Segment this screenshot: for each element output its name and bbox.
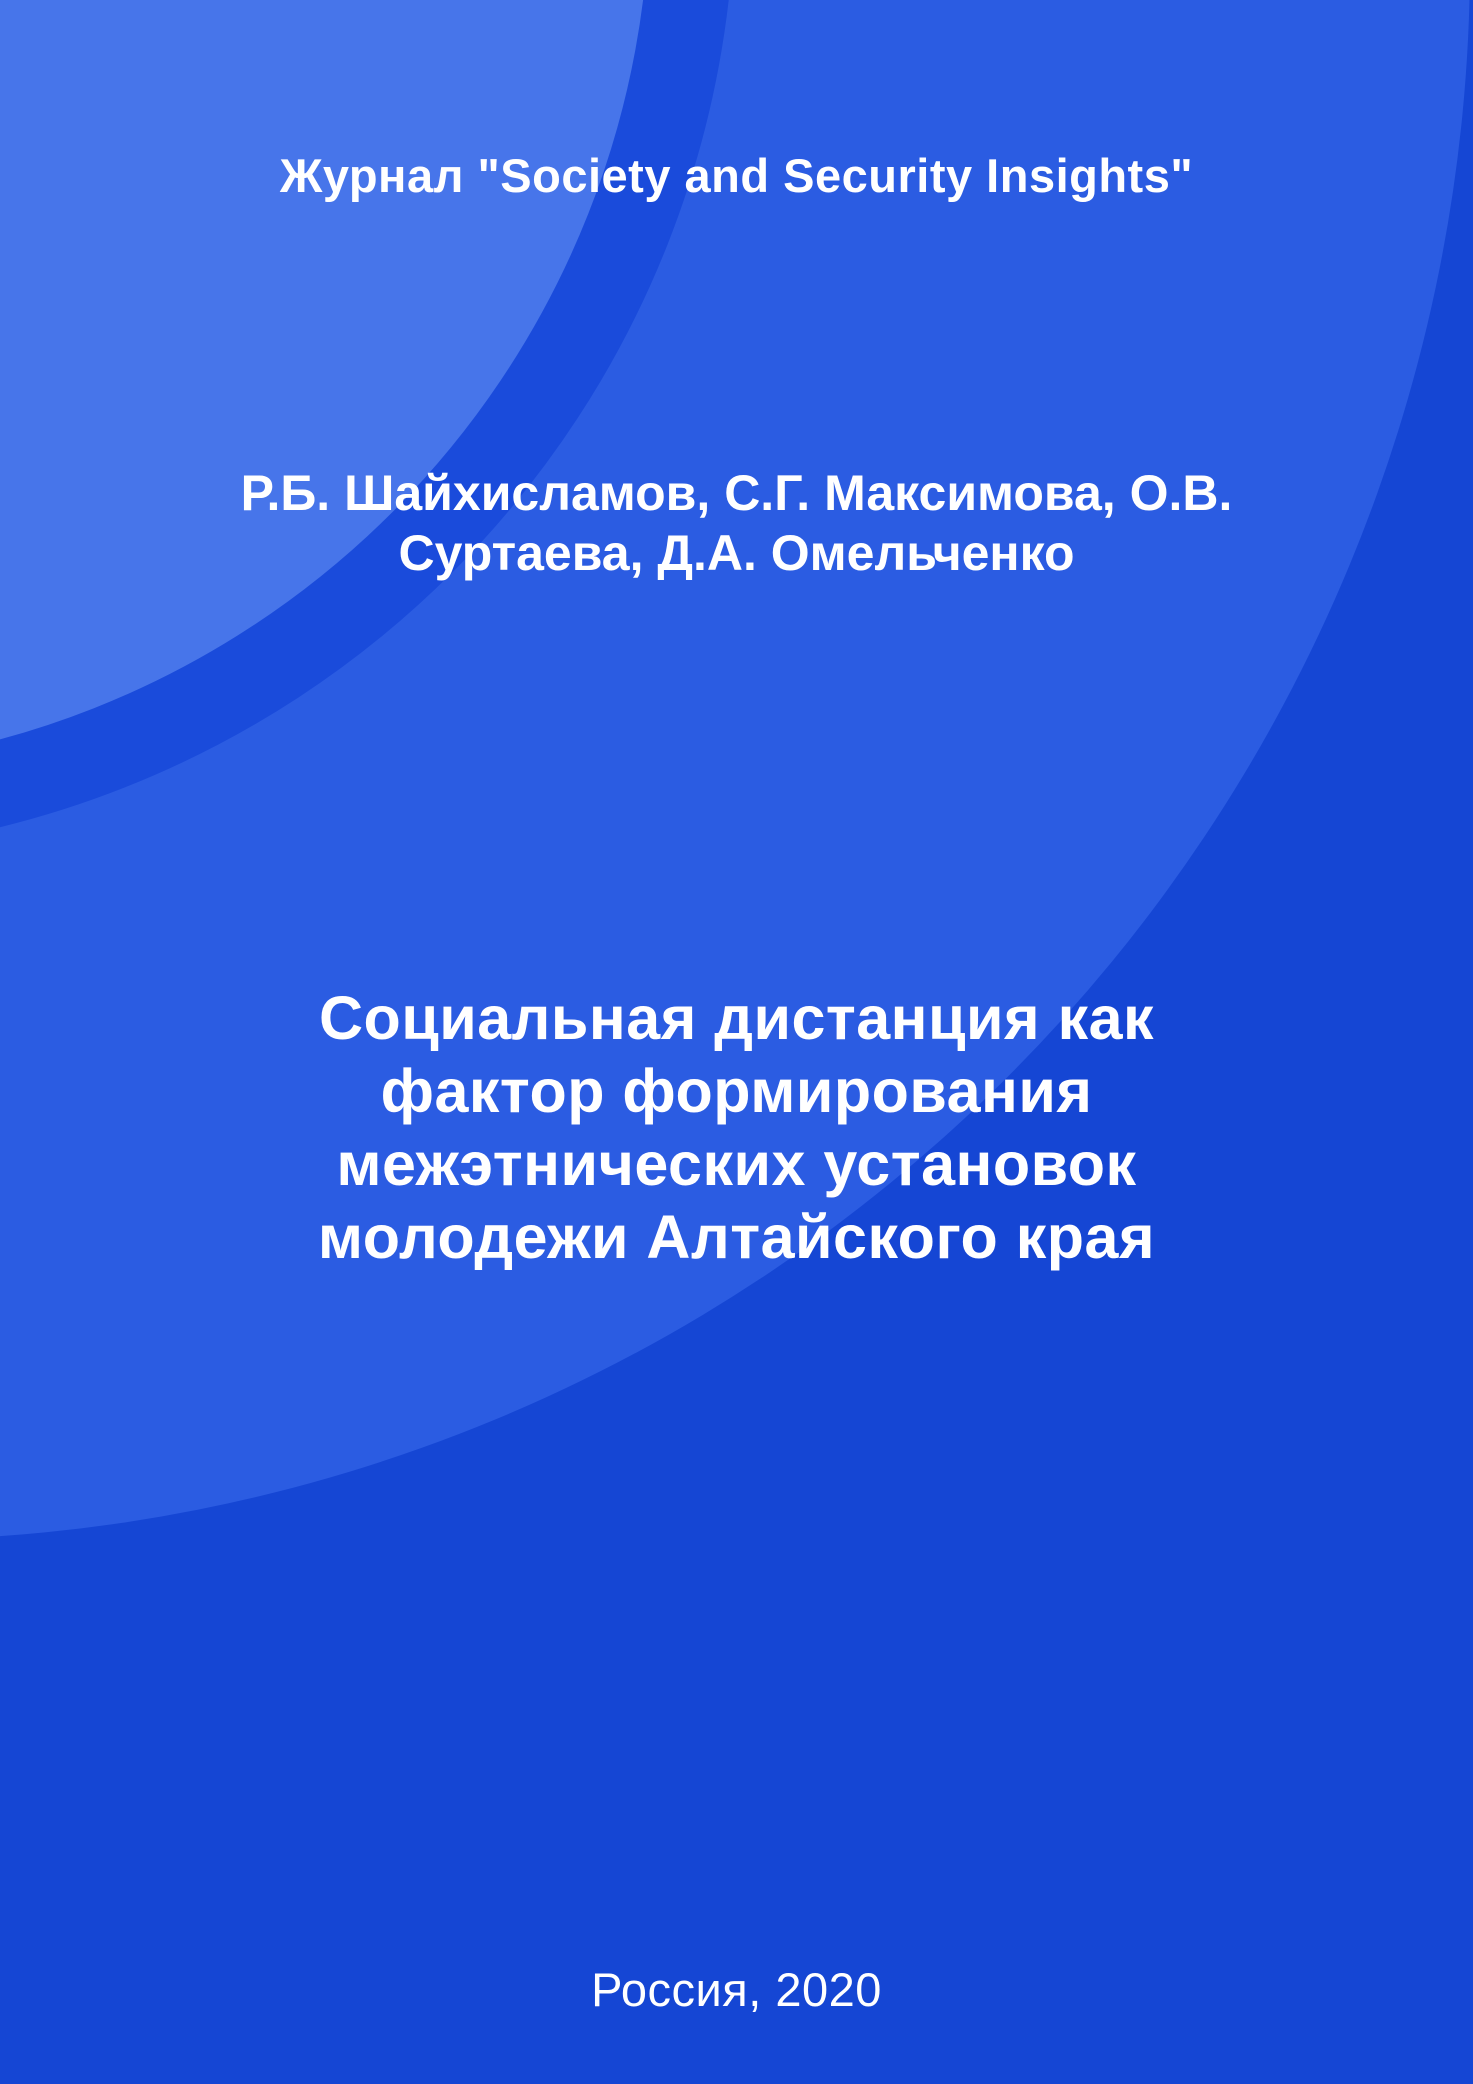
authors-line-1: Р.Б. Шайхисламов, С.Г. Максимова, О.В. xyxy=(240,465,1233,521)
journal-name: Журнал "Society and Security Insights" xyxy=(279,149,1194,202)
authors-block xyxy=(187,463,1287,583)
title-line-3: межэтнических установок xyxy=(336,1130,1137,1198)
title-line-2: фактор формирования xyxy=(380,1057,1093,1125)
title-line-1: Социальная дистанция как xyxy=(318,984,1155,1052)
country-year: Россия, 2020 xyxy=(591,1963,882,2016)
publication-title xyxy=(157,982,1317,1274)
title-line-4: молодежи Алтайского края xyxy=(317,1203,1156,1271)
authors-line-2: Суртаева, Д.А. Омельченко xyxy=(398,525,1075,581)
